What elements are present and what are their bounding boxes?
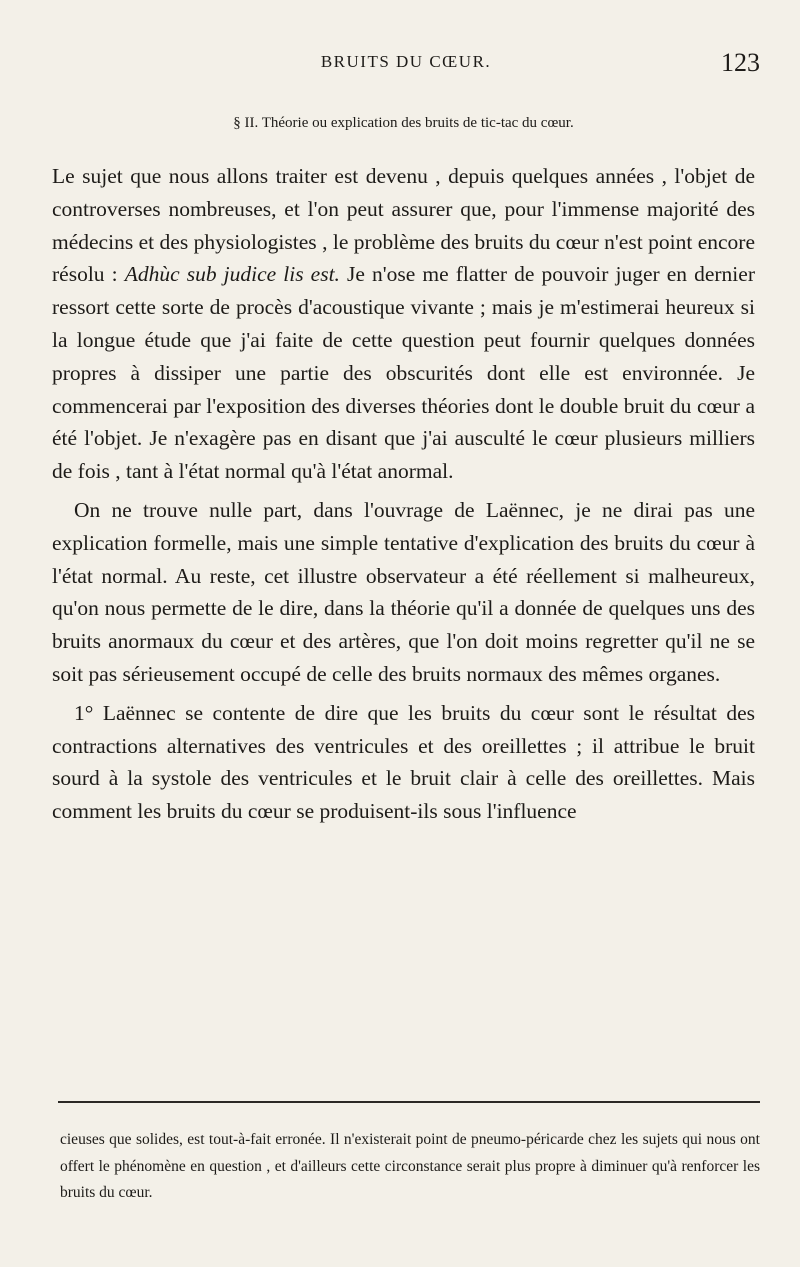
page-number: 123	[721, 48, 760, 77]
paragraph-1	[52, 160, 755, 488]
latin-quote: Adhùc sub judice lis est.	[124, 262, 340, 287]
paragraph-1-text-end: Je n'ose me flatter de pouvoir juger en dernier ressort cette sorte de procès d'acoustique vivante ; mais je m'estimerai heureux si la longue étude que j'ai faite de cette question peut fournir quelques données propres à dissiper une partie des obscurités dont elle est environnée. Je commencerai par l'exposition des diverses théories dont le double bruit du cœur a été l'objet. Je n'exagère pas en disant que j'ai ausculté le cœur plusieurs milliers de fois , tant à l'état normal qu'à l'état anormal.	[52, 262, 755, 484]
paragraph-1-text-start: Le sujet que nous allons traiter est devenu , depuis quelques années , l'objet de controverses nombreuses, et l'on peut assurer que, pour l'immense majorité des médecins et des physiologistes , le problème des bruits du cœur n'est point encore résolu :	[52, 164, 755, 287]
section-heading: § II. Théorie ou explication des bruits de tic-tac du cœur.	[233, 115, 574, 131]
running-title: BRUITS DU CŒUR.	[320, 52, 492, 71]
running-head	[52, 48, 760, 80]
footnote-rule	[58, 1101, 760, 1103]
footnote: cieuses que solides, est tout-à-fait erronée. Il n'existerait point de pneumo-péricarde chez les sujets qui nous ont offert le phénomène en question , et d'ailleurs cette circonstance serait plus propre à diminuer qu'à renforcer les bruits du cœur.	[60, 1131, 760, 1201]
paragraph-3: 1° Laënnec se contente de dire que les bruits du cœur sont le résultat des contractions alternatives des ventricules et des oreillettes ; il attribue le bruit sourd à la systole des ventricules et le bruit clair à celle des oreillettes. Mais comment les bruits du cœur se produisent-ils sous l'influence	[52, 700, 755, 824]
paragraph-2: On ne trouve nulle part, dans l'ouvrage de Laënnec, je ne dirai pas une explication formelle, mais une simple tentative d'explication des bruits du cœur à l'état normal. Au reste, cet illustre observateur a été réellement si malheureux, qu'on nous permette de le dire, dans la théorie qu'il a donnée de quelques uns des bruits anormaux du cœur et des artères, que l'on doit moins regretter qu'il ne se soit pas sérieusement occupé de celle des bruits normaux des mêmes organes.	[52, 497, 755, 686]
body-text	[52, 160, 755, 834]
